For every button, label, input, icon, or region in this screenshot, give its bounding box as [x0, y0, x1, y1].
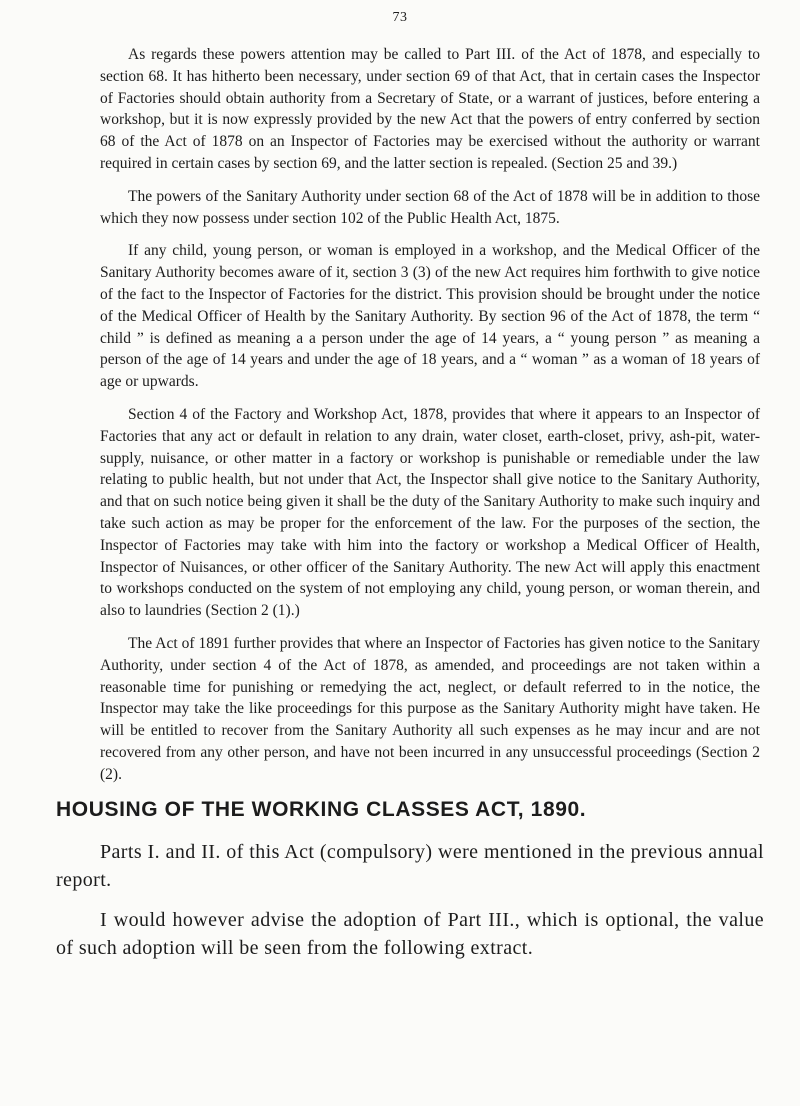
paragraph-sanitary-authority-powers: The powers of the Sanitary Authority under section 68 of the Act of 1878 will be in addition to those which they now possess under section 102 of the Public Health Act, 1875. [100, 187, 760, 227]
paragraph-parts-one-two: Parts I. and II. of this Act (compulsory) were mentioned in the previous annual report. [56, 840, 764, 891]
paragraph-employment-notice: If any child, young person, or woman is employed in a workshop, and the Medical Officer of the Sanitary Authority becomes aware of it, section 3 (3) of the new Act requires him forthwith to give notice of the fact to the Inspector of Factories for the district. This provision should be brought under the notice of the Medical Officer of Health by the Sanitary Authority. By section 96 of the Act of 1878, the term “ child ” is defined as meaning a a person under the age of 14 years, a “ young person ” as meaning a person of the age of 14 years and under the age of 18 years, and a “ woman ” as a woman of 18 years of age or upwards. [100, 242, 760, 391]
paragraph-part-three: I would however advise the adoption of Part III., which is optional, the value of such adoption will be seen from the following extract. [56, 908, 764, 959]
paragraph-act-1891: The Act of 1891 further provides that where an Inspector of Factories has given notice to the Sanitary Authority, under section 4 of the Act of 1878, as amended, and proceedings are not taken within a reasonable time for punishing or remedying the act, neglect, or default referred to in the notice, the Inspector may take the like proceedings for this purpose as the Sanitary Authority might have taken. He will be entitled to recover from the Sanitary Authority all such expenses as he may incur and are not recovered from any other person, and have not been incurred in any unsuccessful proceedings (Section 2 (2). [100, 634, 760, 783]
page-number: 73 [392, 10, 408, 25]
paragraph-powers-of-entry: As regards these powers attention may be called to Part III. of the Act of 1878, and especially to section 68. It has hitherto been necessary, under section 69 of that Act, that in certain cases the Inspector of Factories should obtain authority from a Secretary of State, or a warrant of justices, before entering a workshop, but it is now expressly provided by the new Act that the powers of entry conferred by section 68 of the Act of 1878 on an Inspector of Factories may be exercised without the authority or warrant required in certain cases by section 69, and the latter section is repealed. (Section 25 and 39.) [100, 46, 760, 172]
document-body [56, 44, 764, 974]
section-heading: HOUSING OF THE WORKING CLASSES ACT, 1890. [56, 797, 587, 821]
paragraph-section-4: Section 4 of the Factory and Workshop Act, 1878, provides that where it appears to an Inspector of Factories that any act or default in relation to any drain, water closet, earth-closet, privy, ash-pit, water-supply, nuisance, or other matter in a factory or workshop is punishable or remediable under the law relating to public health, but not under that Act, the Inspector shall give notice to the Sanitary Authority, and that on such notice being given it shall be the duty of the Sanitary Authority to make such inquiry and take such action as may be proper for the enforcement of the law. For the purposes of the section, the Inspector of Factories may take with him into the factory or workshop a Medical Officer of Health, Inspector of Nuisances, or other officer of the Sanitary Authority. The new Act will apply this enactment to workshops conducted on the system of not employing any child, young person, or woman therein, and also to laundries (Section 2 (1).) [100, 405, 760, 620]
